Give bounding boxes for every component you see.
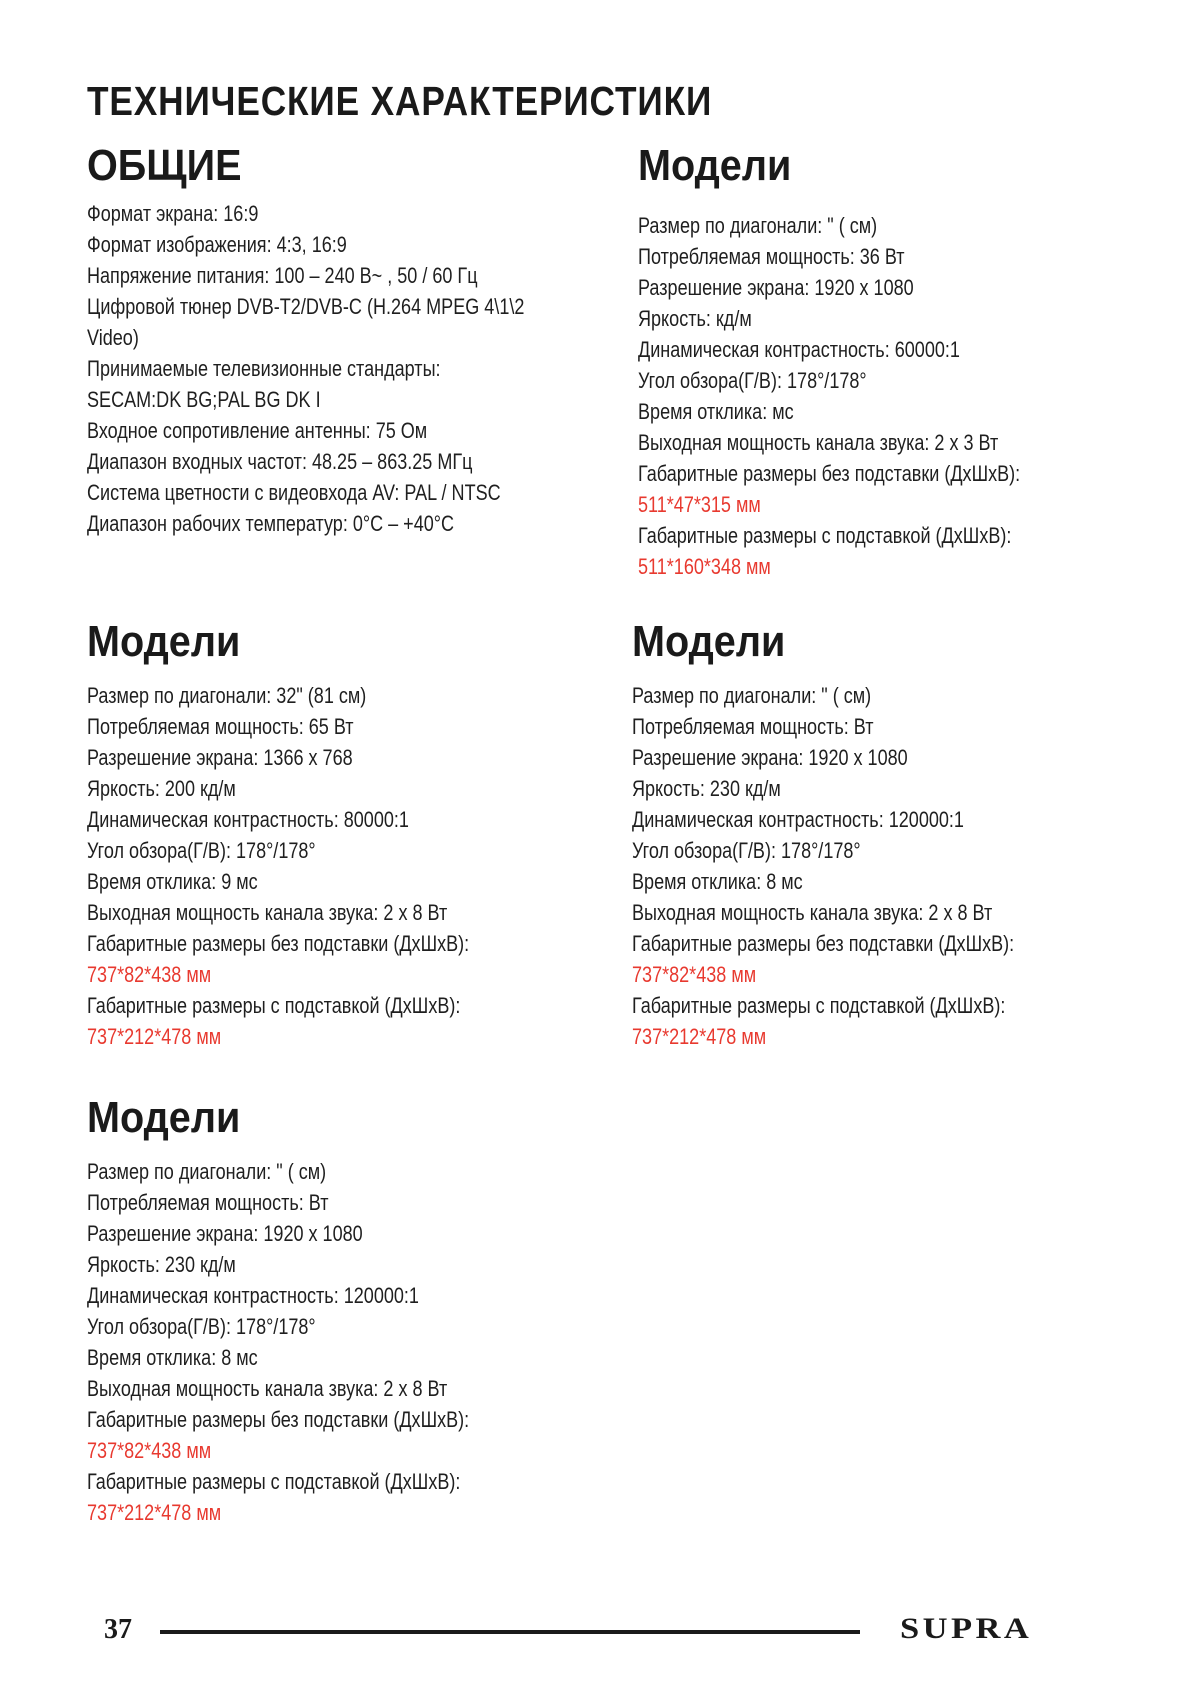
- spec-line: Динамическая контрастность: 120000:1: [632, 807, 964, 832]
- spec-line: Разрешение экрана: 1920 x 1080: [638, 275, 914, 300]
- spec-line: Время отклика: 9 мс: [87, 869, 258, 894]
- spec-line: Время отклика: 8 мс: [632, 869, 803, 894]
- page-title: ТЕХНИЧЕСКИЕ ХАРАКТЕРИСТИКИ: [87, 78, 713, 124]
- dimensions-value: 737*82*438 мм: [87, 1438, 212, 1463]
- general-spec-list: [87, 198, 620, 539]
- dimensions-value: 511*160*348 мм: [638, 554, 771, 579]
- spec-line: Габаритные размеры без подставки (ДхШхВ):: [638, 461, 1021, 486]
- spec-line: Выходная мощность канала звука: 2 х 8 Вт: [87, 900, 448, 925]
- spec-line: Яркость: 200 кд/м: [87, 776, 236, 801]
- dimensions-value: 737*212*478 мм: [87, 1024, 222, 1049]
- general-heading: ОБЩИЕ: [87, 141, 242, 190]
- spec-line: Угол обзора(Г/В): 178°/178°: [632, 838, 861, 863]
- spec-line: Напряжение питания: 100 – 240 В~ , 50 / 60 Гц: [87, 263, 478, 288]
- spec-line: Динамическая контрастность: 80000:1: [87, 807, 409, 832]
- model-spec-list: [632, 680, 1098, 1052]
- footer-divider: [160, 1630, 860, 1634]
- spec-line: Потребляемая мощность: 65 Вт: [87, 714, 354, 739]
- spec-line: Динамическая контрастность: 120000:1: [87, 1283, 419, 1308]
- model-section-3: [632, 614, 1098, 1052]
- spec-line: Габаритные размеры с подставкой (ДхШхВ):: [87, 993, 461, 1018]
- spec-line: Динамическая контрастность: 60000:1: [638, 337, 960, 362]
- spec-line: Диапазон входных частот: 48.25 – 863.25 МГц: [87, 449, 473, 474]
- dimensions-value: 737*212*478 мм: [632, 1024, 767, 1049]
- spec-line: Габаритные размеры с подставкой (ДхШхВ):: [638, 523, 1012, 548]
- spec-line: Потребляемая мощность: Вт: [87, 1190, 329, 1215]
- page-number: 37: [104, 1614, 132, 1645]
- dimensions-value: 737*212*478 мм: [87, 1500, 222, 1525]
- spec-line: Разрешение экрана: 1366 x 768: [87, 745, 353, 770]
- model-heading: Модели: [632, 617, 786, 666]
- brand-logo: SUPRA: [900, 1612, 1033, 1645]
- spec-line: Размер по диагонали: " ( см): [632, 683, 872, 708]
- spec-line: Яркость: 230 кд/м: [632, 776, 781, 801]
- spec-line: Разрешение экрана: 1920 x 1080: [87, 1221, 363, 1246]
- dimensions-value: 737*82*438 мм: [632, 962, 757, 987]
- spec-line: Video): [87, 325, 139, 350]
- spec-line: Время отклика: 8 мс: [87, 1345, 258, 1370]
- spec-line: Габаритные размеры с подставкой (ДхШхВ):: [87, 1469, 461, 1494]
- spec-line: Угол обзора(Г/В): 178°/178°: [638, 368, 867, 393]
- spec-line: Габаритные размеры без подставки (ДхШхВ):: [87, 931, 470, 956]
- model-heading: Модели: [87, 1093, 241, 1142]
- spec-line: Габаритные размеры с подставкой (ДхШхВ):: [632, 993, 1006, 1018]
- spec-line: Габаритные размеры без подставки (ДхШхВ):: [87, 1407, 470, 1432]
- spec-line: Время отклика: мс: [638, 399, 794, 424]
- spec-line: Выходная мощность канала звука: 2 х 8 Вт: [87, 1376, 448, 1401]
- dimensions-value: 737*82*438 мм: [87, 962, 212, 987]
- model-heading: Модели: [87, 617, 241, 666]
- spec-line: Выходная мощность канала звука: 2 х 3 Вт: [638, 430, 999, 455]
- spec-line: Размер по диагонали: " ( см): [638, 213, 878, 238]
- spec-line: Выходная мощность канала звука: 2 х 8 Вт: [632, 900, 993, 925]
- spec-line: Габаритные размеры без подставки (ДхШхВ):: [632, 931, 1015, 956]
- spec-line: Угол обзора(Г/В): 178°/178°: [87, 838, 316, 863]
- spec-line: Принимаемые телевизионные стандарты:: [87, 356, 441, 381]
- model-heading: Модели: [638, 141, 792, 190]
- spec-line: Диапазон рабочих температур: 0°С – +40°С: [87, 511, 455, 536]
- spec-line: Потребляемая мощность: 36 Вт: [638, 244, 905, 269]
- spec-line: Яркость: 230 кд/м: [87, 1252, 236, 1277]
- spec-line: Входное сопротивление антенны: 75 Ом: [87, 418, 428, 443]
- model-section-4: [87, 1090, 553, 1528]
- spec-line: Угол обзора(Г/В): 178°/178°: [87, 1314, 316, 1339]
- spec-line: Размер по диагонали: 32" (81 см): [87, 683, 367, 708]
- spec-line: Формат экрана: 16:9: [87, 201, 259, 226]
- spec-line: Цифровой тюнер DVB-T2/DVB-C (H.264 MPEG 4\1\2: [87, 294, 525, 319]
- spec-line: Система цветности с видеовхода AV: PAL / NTSC: [87, 480, 501, 505]
- model-spec-list: [638, 210, 1104, 582]
- dimensions-value: 511*47*315 мм: [638, 492, 761, 517]
- general-specs-section: [87, 138, 620, 539]
- model-spec-list: [87, 680, 553, 1052]
- model-section-2: [87, 614, 553, 1052]
- spec-line: Потребляемая мощность: Вт: [632, 714, 874, 739]
- spec-line: SECAM:DK BG;PAL BG DK I: [87, 387, 321, 412]
- spec-line: Размер по диагонали: " ( см): [87, 1159, 327, 1184]
- model-spec-list: [87, 1156, 553, 1528]
- spec-line: Формат изображения: 4:3, 16:9: [87, 232, 347, 257]
- spec-line: Разрешение экрана: 1920 x 1080: [632, 745, 908, 770]
- spec-line: Яркость: кд/м: [638, 306, 752, 331]
- model-section-1: [638, 138, 1104, 582]
